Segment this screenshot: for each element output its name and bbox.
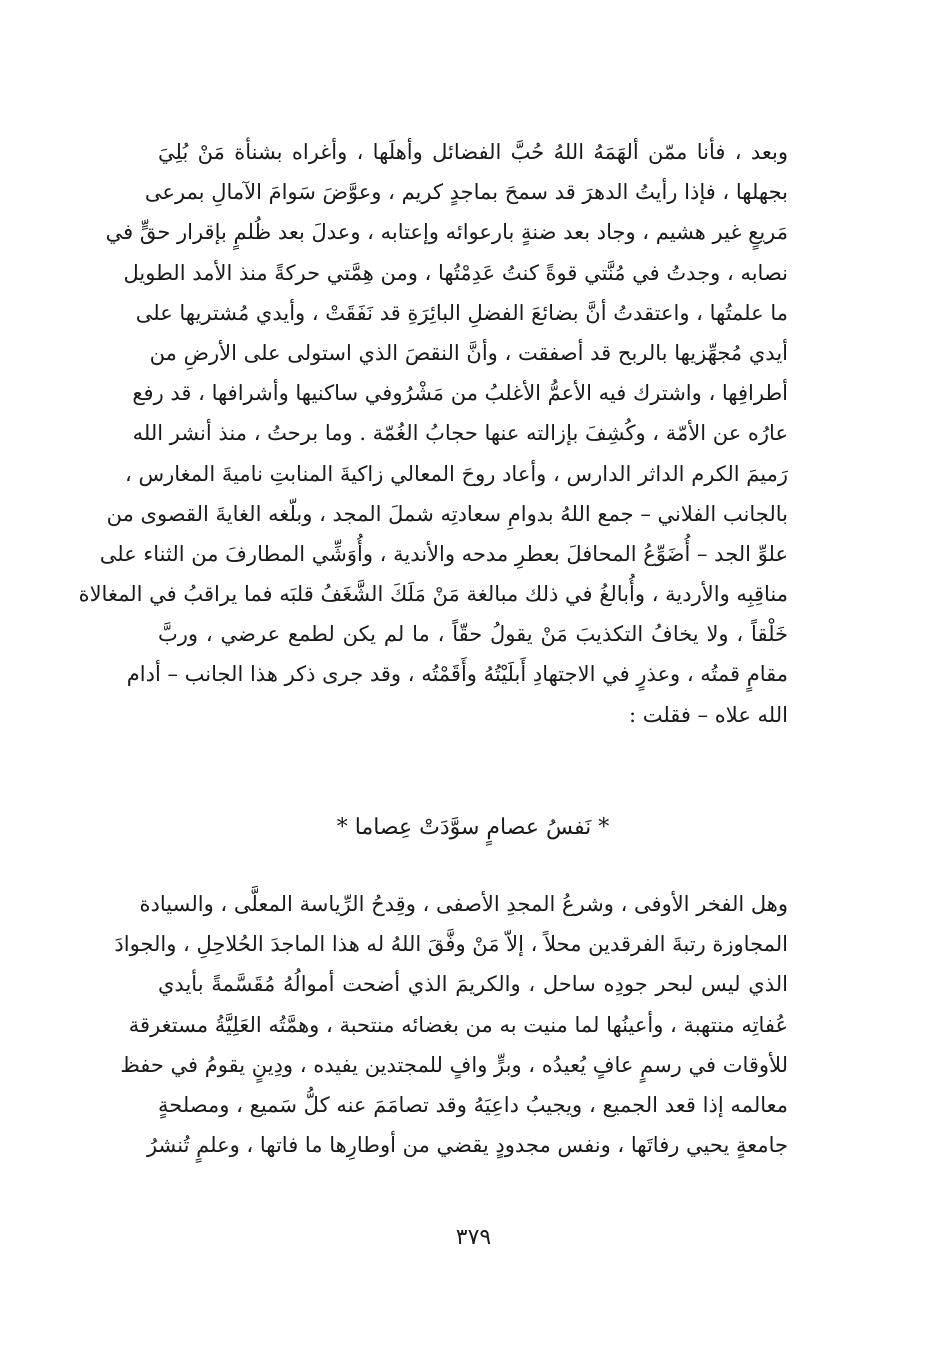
paragraph-1-line: وبعد ، فأنا ممّن ألهَمَهُ اللهُ حُبَّ الفضائل وأهلَها ، وأغراه بشنأة مَنْ بُلِيَ — [158, 140, 788, 164]
paragraph-1-line: مَريعٍ غير هشيم ، وجاد بعد ضنةٍ بارعوائه وإعتابه ، وعدلَ بعد ظُلمٍ بإقرار حقٍّ في — [105, 220, 788, 245]
paragraph-1-line: مناقِبِه والأردية ، وأُبالغُ في ذلك مبالغة مَنْ مَلَكَ الشَّغَفُ قلبَه فما يراقبُ في المغالاة — [78, 582, 788, 607]
paragraph-1-line: نصابه ، وجدتُ في مُنَّتي قوةً كنتُ عَدِمْتُها ، ومن هِمَّتي حركةً منذ الأمد الطويل — [123, 260, 788, 285]
paragraph-2-line: وهل الفخر الأوفى ، وشرعُ المجدِ الأصفى ، وقِدحُ الرِّياسة المعلَّى ، والسيادة — [139, 892, 788, 916]
paragraph-2-line: عُفاتِه منتهبة ، وأعينُها لما منيت به من بغضائه منتحبة ، وهمَّتُه العَلِيَّةُ مستغرقة — [128, 1012, 788, 1037]
paragraph-1-line: أيدي مُجهِّزيها بالربح قد أصفقت ، وأنَّ النقصَ الذي استولى على الأرضِ من — [149, 340, 788, 365]
paragraph-1-line: ما علمتُها ، واعتقدتُ أنَّ بضائعَ الفضلِ البائِرَةِ قد نَفَقَتْ ، وأيدي مُشتريها على — [135, 300, 788, 325]
paragraph-2 — [114, 884, 788, 1165]
paragraph-2-line: المجاوزة رتبةَ الفرقدين محلاً ، إلاّ مَنْ وفَّقَ اللهُ له هذا الماجدَ الحُلاحِلِ ، والجوادَ — [114, 932, 788, 957]
paragraph-1-line: علوِّ الجد – أُضَوِّعُ المحافلَ بعطرِ مدحه والأندية ، وأُوَشِّي المطارفَ من الثناء على — [99, 541, 788, 566]
paragraph-2-line: معالمه إذا قعد الجميع ، ويجيبُ داعِيَهُ وقد تصامَمَ عنه كلُّ سَميع ، ومصلحةٍ — [158, 1092, 788, 1117]
paragraph-2-line: للأوقات في رسمٍ عافٍ يُعيدُه ، وبرٍّ وافٍ للمجتدين يفيده ، ودِينٍ يقومُ في حفظ — [120, 1052, 788, 1077]
paragraph-2-line: جامعةٍ يحيي رفاتَها ، ونفس مجدودٍ يقضي من أوطارِها ما فاتها ، وعلمٍ تُنشرُ — [146, 1133, 788, 1158]
paragraph-1-line: مقامٍ قمتُه ، وعذرٍ في الاجتهادِ أَبلَيْتُهُ وأَقَمْتُه ، وقد جرى ذكر هذا الجانب – أدام — [126, 662, 788, 687]
paragraph-1 — [78, 132, 788, 735]
paragraph-1-line: الله علاه – فقلت : — [628, 702, 788, 727]
paragraph-1-line: عارُه عن الأمّة ، وكُشِفَ بإزالته عنها حجابُ الغُمّة . وما برحتُ ، منذ أنشر الله — [132, 421, 788, 446]
page-number: ٣٧٩ — [455, 1225, 492, 1250]
paragraph-1-line: بالجانب الفلاني – جمع اللهُ بدوامِ سعادتِه شملَ المجد ، وبلّغه الغايةَ القصوى من — [106, 501, 788, 526]
verse-heading: * نَفسُ عصامٍ سوَّدَتْ عِصاما * — [336, 815, 610, 840]
paragraph-1-line: أطرافِها ، واشترك فيه الأعمُّ الأغلبُ من مَشْرُوفي ساكنيها وأشرافها ، قد رفع — [132, 381, 788, 406]
paragraph-2-line: الذي ليس لبحر جودِه ساحل ، والكريمَ الذي أضحت أموالُهُ مُقَسَّمةً بأيدي — [158, 972, 788, 997]
paragraph-1-line: رَميمَ الكرم الداثر الدارس ، وأعاد روحَ المعالي زاكيةَ المنابتِ ناميةَ المغارس ، — [125, 461, 788, 486]
paragraph-1-line: بجهلها ، فإذا رأيتُ الدهرَ قد سمحَ بماجدٍ كريم ، وعوَّضَ سَوامَ الآمالِ بمرعى — [144, 180, 788, 205]
paragraph-1-line: خَلْقاً ، ولا يخافُ التكذيبَ مَنْ يقولُ حقّاً ، ما لم يكن لطمع عرضي ، وربَّ — [158, 622, 788, 647]
